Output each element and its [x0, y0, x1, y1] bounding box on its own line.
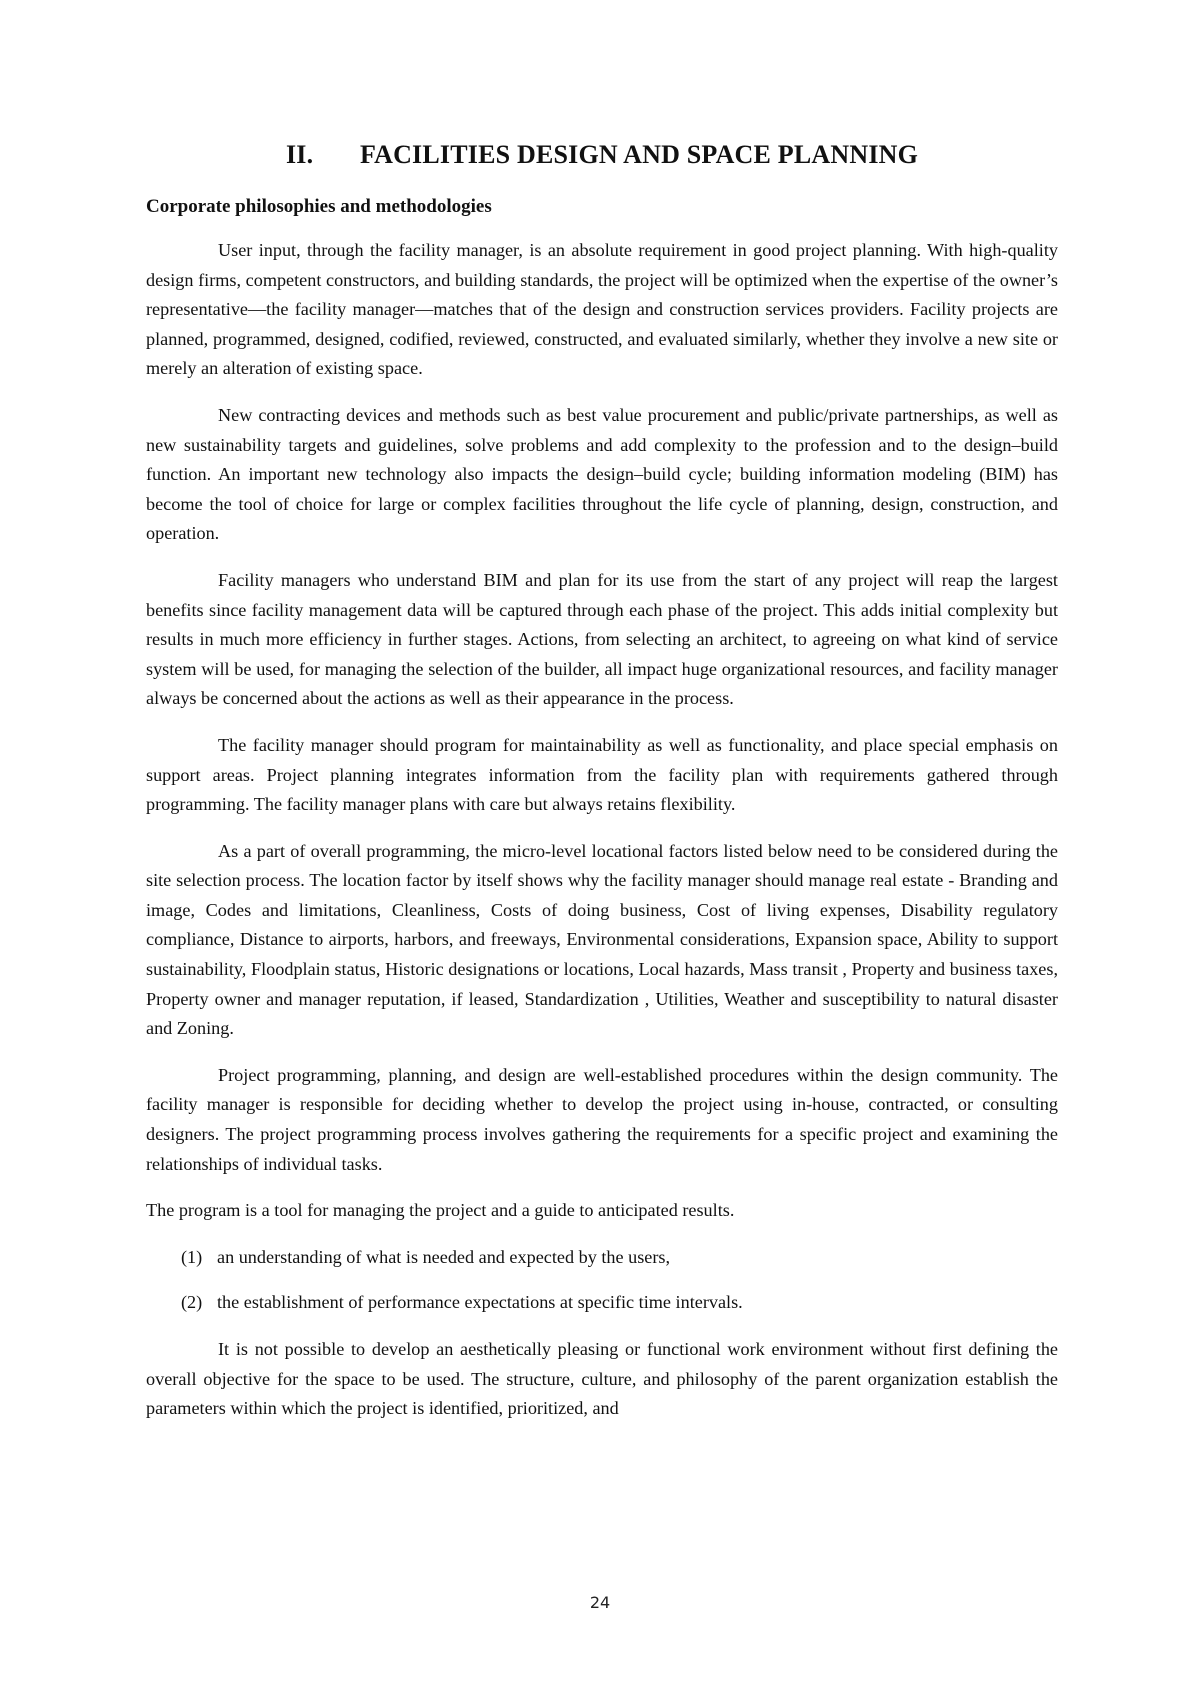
paragraph: As a part of overall programming, the micro-level locational factors listed below need to be considered during the site selection process. The location factor by itself shows why the facility manager should manage real estate - Branding and image, Codes and limitations, Cleanliness, Costs of doing business, Cost of living expenses, Disability regulatory compliance, Distance to airports, harbors, and freeways, Environmental considerations, Expansion space, Ability to support sustainability, Floodplain status, Historic designations or locations, Local hazards, Mass transit , Property and business taxes, Property owner and manager reputation, if leased, Standardization , Utilities, Weather and susceptibility to natural disaster and Zoning.	[146, 840, 1058, 1039]
document-page	[146, 140, 1058, 1441]
paragraph: Project programming, planning, and design are well-established procedures within the design community. The facility manager is responsible for deciding whether to develop the project using in-house, contracted, or consulting designers. The project programming process involves gathering the requirements for a specific project and examining the relationships of individual tasks.	[146, 1064, 1058, 1174]
list-item-marker: (2)	[181, 1292, 203, 1313]
page-number: 24	[589, 1593, 611, 1612]
paragraph: The facility manager should program for maintainability as well as functionality, and place special emphasis on support areas. Project planning integrates information from the facility plan with requirements gathered through programming. The facility manager plans with care but always retains flexibility.	[146, 734, 1058, 815]
paragraph: Facility managers who understand BIM and plan for its use from the start of any project will reap the largest benefits since facility management data will be captured through each phase of the project. This adds initial complexity but results in much more efficiency in further stages. Actions, from selecting an architect, to agreeing on what kind of service system will be used, for managing the selection of the builder, all impact huge organizational resources, and facility manager always be concerned about the actions as well as their appearance in the process.	[146, 569, 1058, 709]
program-intro: The program is a tool for managing the project and a guide to anticipated results.	[146, 1200, 735, 1221]
paragraph: User input, through the facility manager, is an absolute requirement in good project planning. With high-quality design firms, competent constructors, and building standards, the project will be optimized when the expertise of the owner’s representative—the facility manager—matches that of the design and construction services providers. Facility projects are planned, programmed, designed, codified, reviewed, constructed, and evaluated similarly, whether they involve a new site or merely an alteration of existing space.	[146, 240, 1058, 379]
list-item-text: the establishment of performance expectations at specific time intervals.	[217, 1292, 743, 1313]
chapter-title: FACILITIES DESIGN AND SPACE PLANNING	[359, 140, 919, 169]
list-item	[181, 1288, 1058, 1318]
paragraph: New contracting devices and methods such as best value procurement and public/private partnerships, as well as new sustainability targets and guidelines, solve problems and add complexity to the profession and to the design–build function. An important new technology also impacts the design–build cycle; building information modeling (BIM) has become the tool of choice for large or complex facilities throughout the life cycle of planning, design, construction, and operation.	[146, 404, 1058, 544]
numbered-list	[146, 1243, 1058, 1318]
closing-paragraph: It is not possible to develop an aesthetically pleasing or functional work environment without first defining the overall objective for the space to be used. The structure, culture, and philosophy of the parent organization establish the parameters within which the project is identified, prioritized, and	[146, 1339, 1058, 1419]
chapter-heading	[146, 140, 1058, 170]
chapter-number: II.	[285, 140, 314, 169]
list-item-marker: (1)	[181, 1246, 203, 1267]
list-item-text: an understanding of what is needed and expected by the users,	[217, 1246, 671, 1267]
list-item	[181, 1243, 1058, 1273]
section-heading: Corporate philosophies and methodologies	[146, 196, 492, 217]
